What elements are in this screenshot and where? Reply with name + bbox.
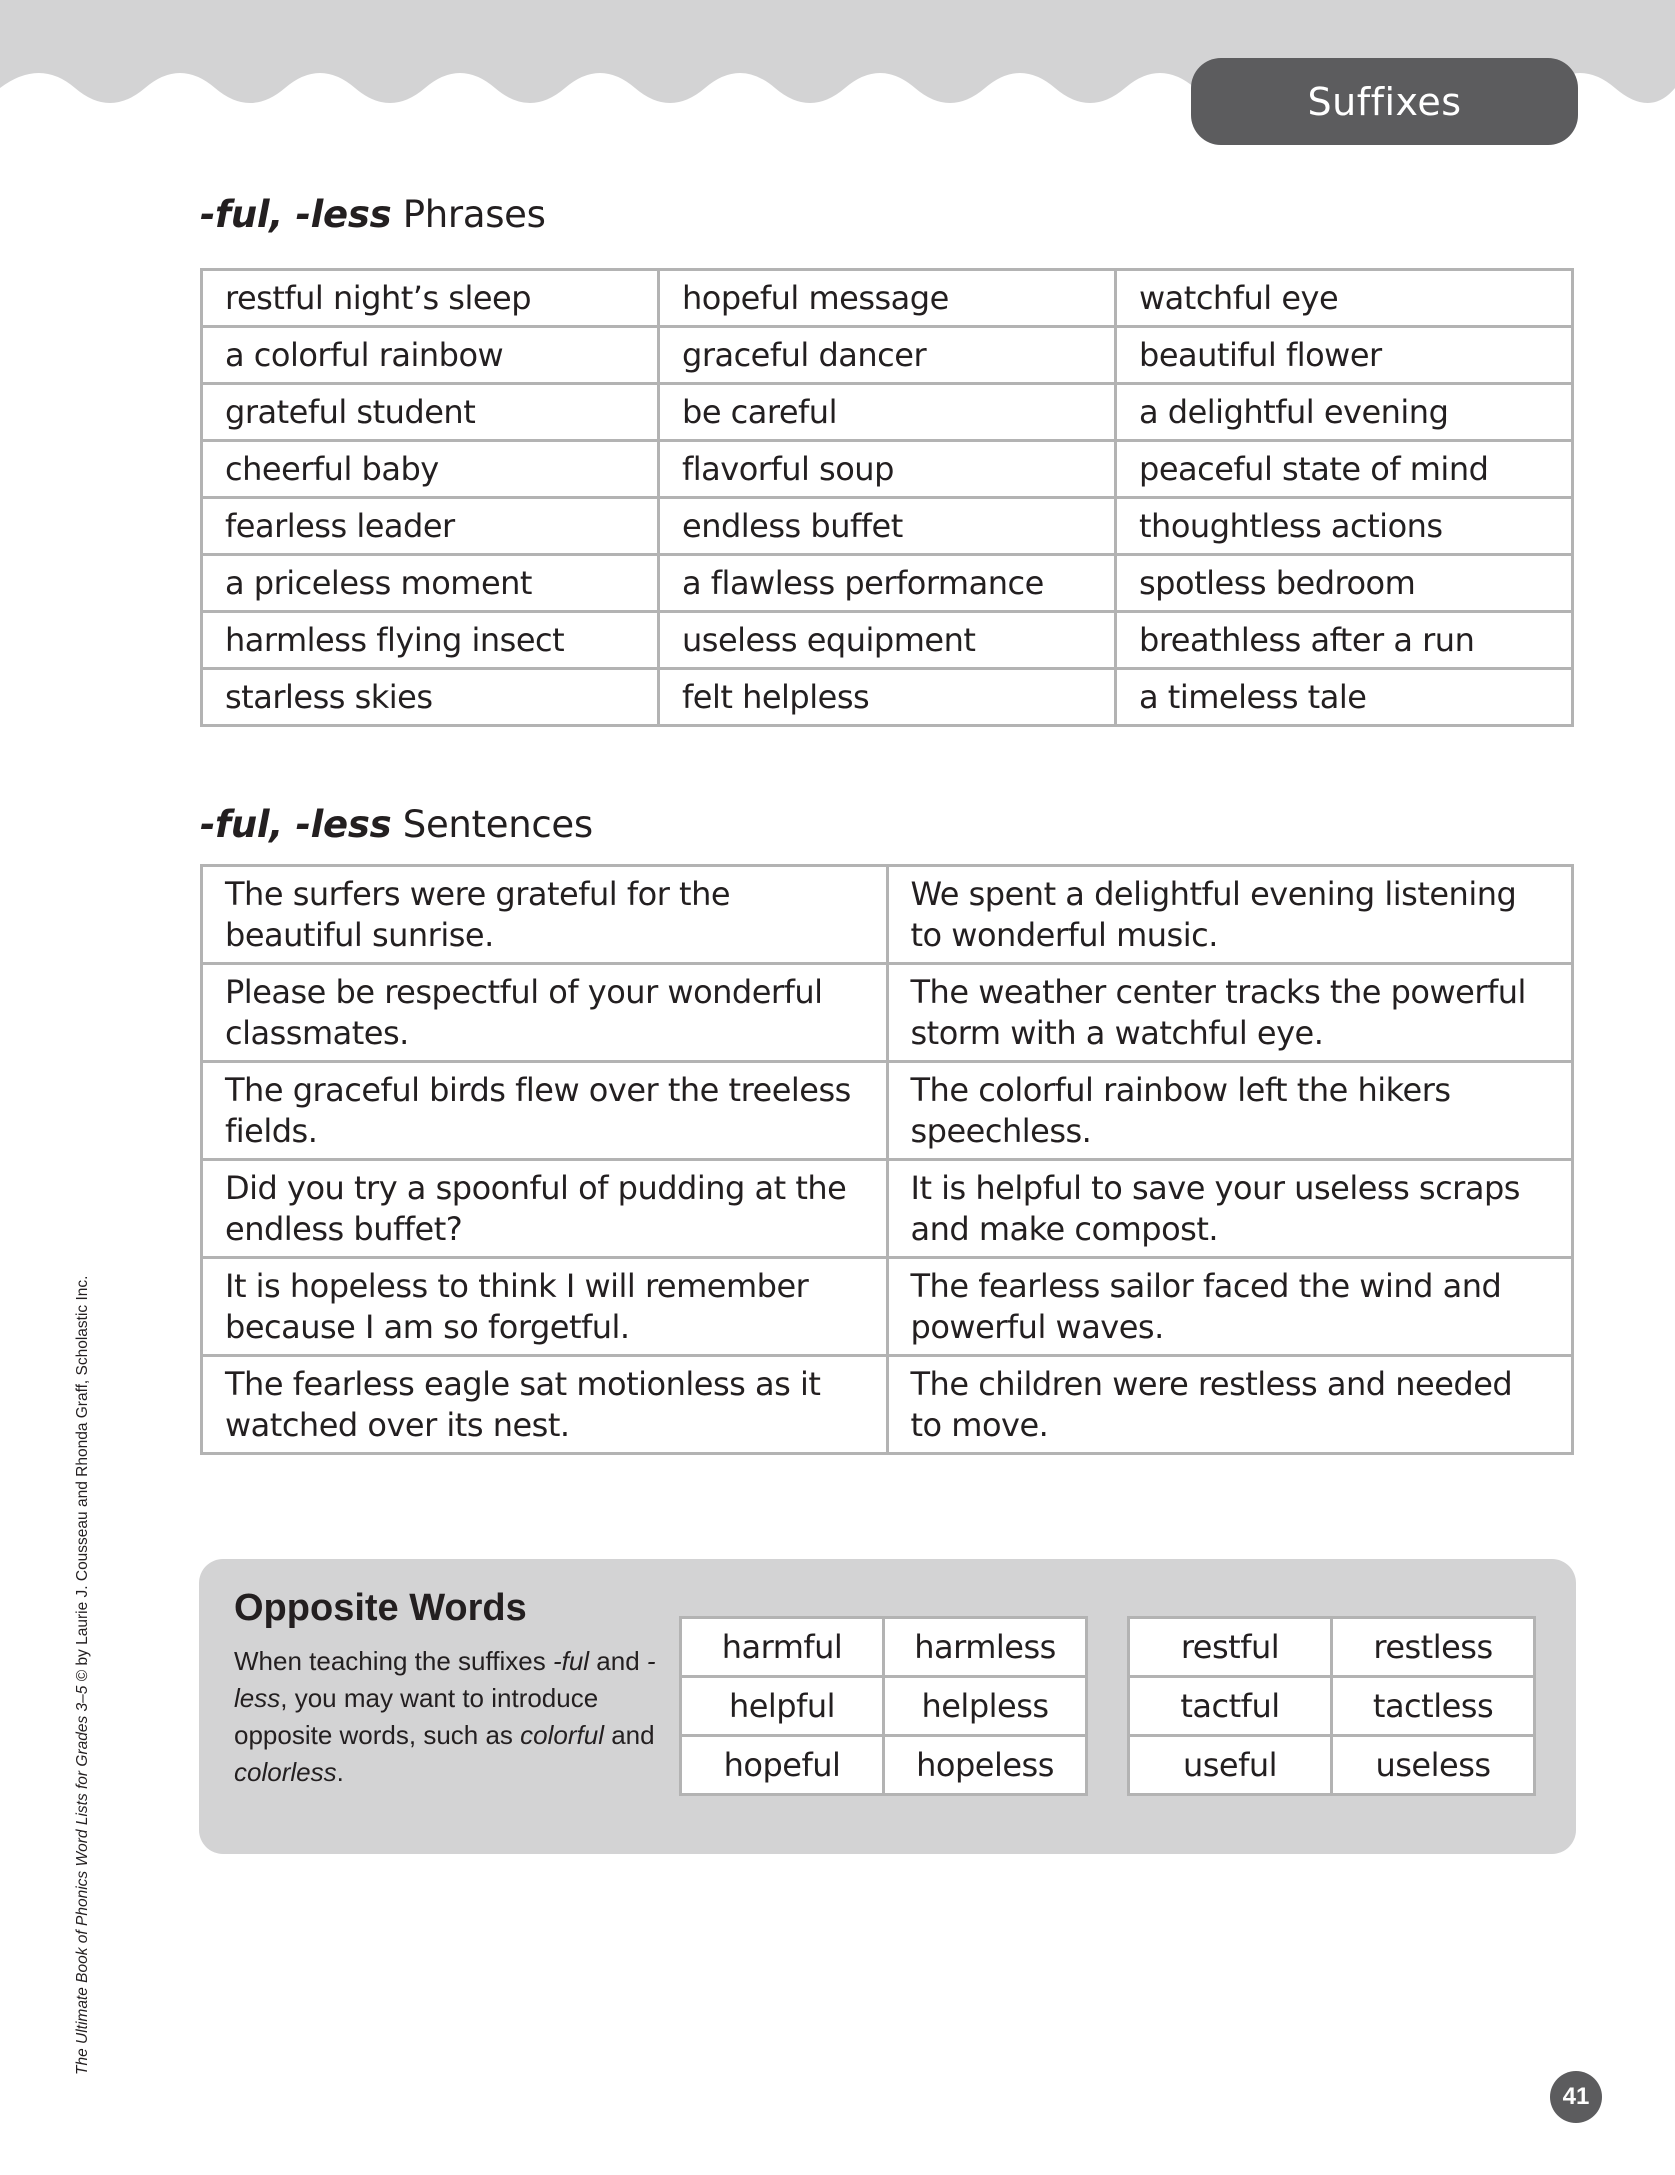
word-pair-row bbox=[681, 1677, 1087, 1736]
phrase-cell: be careful bbox=[659, 384, 1116, 441]
opposite-words-table-left bbox=[679, 1616, 1088, 1796]
sentences-heading-rest: Sentences bbox=[391, 803, 593, 846]
sentence-row bbox=[202, 964, 1573, 1062]
word-cell: useless bbox=[1332, 1736, 1535, 1795]
opposite-text-part: , you may want to introduce opposite words, such as bbox=[234, 1683, 599, 1750]
word-cell: restless bbox=[1332, 1618, 1535, 1677]
credit-book-title: The Ultimate Book of Phonics Word Lists for Grades 3–5 bbox=[74, 1685, 91, 2075]
sentence-cell: The fearless sailor faced the wind and powerful waves. bbox=[887, 1258, 1573, 1356]
phrase-row bbox=[202, 498, 1573, 555]
opposite-words-text bbox=[234, 1643, 674, 1791]
sentence-cell: The graceful birds flew over the treeless fields. bbox=[202, 1062, 888, 1160]
phrase-cell: flavorful soup bbox=[659, 441, 1116, 498]
phrases-table bbox=[200, 268, 1574, 727]
opposite-words-box bbox=[199, 1559, 1576, 1854]
sentence-row bbox=[202, 866, 1573, 964]
phrases-heading-bold: -ful, -less bbox=[200, 193, 392, 236]
word-cell: restful bbox=[1129, 1618, 1332, 1677]
opposite-text-part: colorless bbox=[234, 1757, 337, 1787]
phrase-cell: felt helpless bbox=[659, 669, 1116, 726]
word-cell: useful bbox=[1129, 1736, 1332, 1795]
phrase-cell: harmless flying insect bbox=[202, 612, 659, 669]
opposite-text-part: . bbox=[336, 1757, 344, 1787]
sentence-row bbox=[202, 1258, 1573, 1356]
phrase-cell: endless buffet bbox=[659, 498, 1116, 555]
phrase-cell: grateful student bbox=[202, 384, 659, 441]
opposite-text-part: -ful bbox=[552, 1646, 590, 1676]
opposite-text-part: and bbox=[589, 1646, 647, 1676]
chapter-tab: Suffixes bbox=[1191, 58, 1578, 145]
opposite-words-title: Opposite Words bbox=[234, 1587, 527, 1629]
phrase-cell: a flawless performance bbox=[659, 555, 1116, 612]
opposite-words-table-right bbox=[1127, 1616, 1536, 1796]
word-cell: helpful bbox=[681, 1677, 884, 1736]
phrase-cell: a colorful rainbow bbox=[202, 327, 659, 384]
phrase-row bbox=[202, 270, 1573, 327]
sentence-cell: We spent a delightful evening listening to wonderful music. bbox=[887, 866, 1573, 964]
opposite-text-part: When teaching the suffixes bbox=[234, 1646, 553, 1676]
phrase-row bbox=[202, 612, 1573, 669]
phrase-cell: useless equipment bbox=[659, 612, 1116, 669]
word-pair-row bbox=[681, 1618, 1087, 1677]
word-cell: tactless bbox=[1332, 1677, 1535, 1736]
page-number: 41 bbox=[1550, 2071, 1602, 2123]
phrase-cell: spotless bedroom bbox=[1116, 555, 1573, 612]
phrase-cell: graceful dancer bbox=[659, 327, 1116, 384]
sentence-cell: The fearless eagle sat motionless as it watched over its nest. bbox=[202, 1356, 888, 1454]
phrase-cell: starless skies bbox=[202, 669, 659, 726]
sentence-row bbox=[202, 1062, 1573, 1160]
phrases-heading-rest: Phrases bbox=[391, 193, 546, 236]
phrase-cell: a delightful evening bbox=[1116, 384, 1573, 441]
opposite-text-part: colorful bbox=[520, 1720, 604, 1750]
word-cell: hopeless bbox=[884, 1736, 1087, 1795]
word-cell: harmless bbox=[884, 1618, 1087, 1677]
sentences-heading bbox=[200, 803, 593, 846]
phrase-cell: beautiful flower bbox=[1116, 327, 1573, 384]
word-pair-row bbox=[681, 1736, 1087, 1795]
sentence-cell: The surfers were grateful for the beautiful sunrise. bbox=[202, 866, 888, 964]
phrase-cell: peaceful state of mind bbox=[1116, 441, 1573, 498]
word-cell: hopeful bbox=[681, 1736, 884, 1795]
word-pair-row bbox=[1129, 1618, 1535, 1677]
phrase-row bbox=[202, 669, 1573, 726]
word-pair-row bbox=[1129, 1677, 1535, 1736]
word-cell: helpless bbox=[884, 1677, 1087, 1736]
phrase-cell: cheerful baby bbox=[202, 441, 659, 498]
sentence-cell: It is hopeless to think I will remember because I am so forgetful. bbox=[202, 1258, 888, 1356]
phrase-cell: hopeful message bbox=[659, 270, 1116, 327]
phrase-row bbox=[202, 441, 1573, 498]
sentence-cell: The weather center tracks the powerful storm with a watchful eye. bbox=[887, 964, 1573, 1062]
phrases-heading bbox=[200, 193, 546, 236]
sentence-cell: The children were restless and needed to move. bbox=[887, 1356, 1573, 1454]
phrase-cell: breathless after a run bbox=[1116, 612, 1573, 669]
phrase-cell: a priceless moment bbox=[202, 555, 659, 612]
word-cell: harmful bbox=[681, 1618, 884, 1677]
word-pair-row bbox=[1129, 1736, 1535, 1795]
phrase-row bbox=[202, 384, 1573, 441]
copyright-credit bbox=[74, 1276, 92, 2075]
opposite-text-part: and bbox=[603, 1720, 655, 1750]
credit-authors: © by Laurie J. Cousseau and Rhonda Graff, Scholastic Inc. bbox=[74, 1275, 91, 1686]
sentence-cell: It is helpful to save your useless scraps and make compost. bbox=[887, 1160, 1573, 1258]
sentences-heading-bold: -ful, -less bbox=[200, 803, 392, 846]
phrase-cell: watchful eye bbox=[1116, 270, 1573, 327]
sentence-cell: Did you try a spoonful of pudding at the endless buffet? bbox=[202, 1160, 888, 1258]
phrase-row bbox=[202, 555, 1573, 612]
phrase-cell: a timeless tale bbox=[1116, 669, 1573, 726]
word-cell: tactful bbox=[1129, 1677, 1332, 1736]
sentences-table bbox=[200, 864, 1574, 1455]
sentence-row bbox=[202, 1160, 1573, 1258]
sentence-row bbox=[202, 1356, 1573, 1454]
sentence-cell: Please be respectful of your wonderful classmates. bbox=[202, 964, 888, 1062]
phrase-cell: fearless leader bbox=[202, 498, 659, 555]
phrase-cell: thoughtless actions bbox=[1116, 498, 1573, 555]
opposite-text-part: -less bbox=[234, 1646, 656, 1713]
sentence-cell: The colorful rainbow left the hikers speechless. bbox=[887, 1062, 1573, 1160]
phrase-row bbox=[202, 327, 1573, 384]
phrase-cell: restful night’s sleep bbox=[202, 270, 659, 327]
